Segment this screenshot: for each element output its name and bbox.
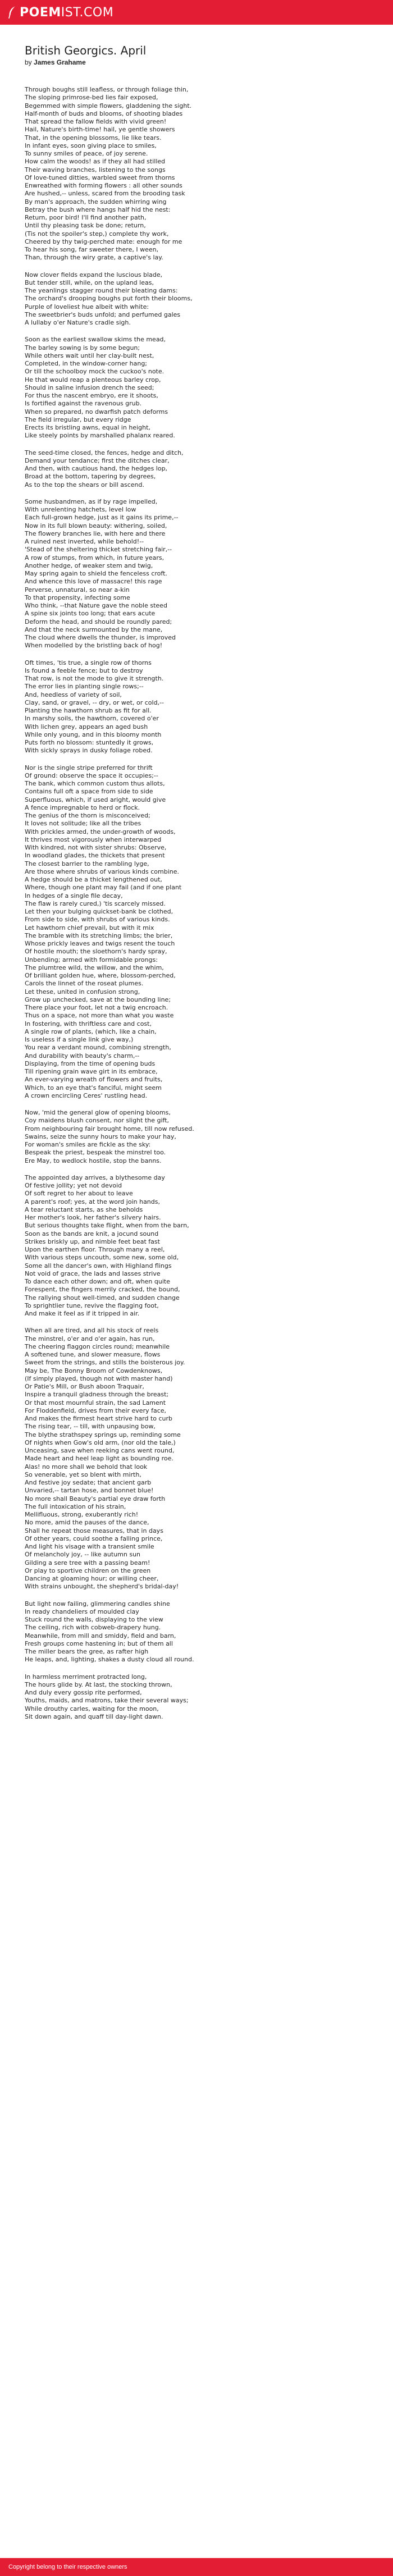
poem-line: No more, amid the pauses of the dance, xyxy=(25,1519,149,1527)
poem-line: Fresh groups come hastening in; but of them all xyxy=(25,1639,173,1647)
poem-line: And makes the firmest heart strive hard to curb xyxy=(25,1415,173,1422)
poem-line: Shall he repeat those measures, that in days xyxy=(25,1527,163,1534)
poem-line: Of ground: observe the space it occupies;-- xyxy=(25,771,158,779)
poem-line: (Tis not the spoiler's step,) complete thy work, xyxy=(25,230,169,237)
poem-line: Made heart and heel leap light as bounding roe. xyxy=(25,1455,173,1463)
copyright-text: Copyright belong to their respective owners xyxy=(8,2564,127,2570)
poem-line: He that would reap a plenteous barley crop, xyxy=(25,376,161,383)
poem-line: (If simply played, though not with master hand) xyxy=(25,1374,173,1382)
poem-line: Their waving branches, listening to the songs xyxy=(25,166,166,173)
poem-line: Youths, maids, and matrons, take their several ways; xyxy=(25,1697,189,1705)
stanza xyxy=(25,1600,393,1664)
poem-line: The cloud where dwells the thunder, is improved xyxy=(25,634,176,641)
poem-line: Of brilliant golden hue, where, blossom-perched, xyxy=(25,972,176,979)
poem-body xyxy=(25,86,393,1721)
poem-line: A crown encircling Ceres' rustling head. xyxy=(25,1091,148,1099)
poem-line: Superfluous, which, if used aright, would give xyxy=(25,796,166,803)
poem-line: Stuck round the walls, displaying to the view xyxy=(25,1616,163,1623)
poem-line: A row of stumps, from which, in future years, xyxy=(25,554,164,561)
poem-line: Like steely points by marshalled phalanx reared. xyxy=(25,432,175,440)
poem-line: In fostering, with thriftless care and cost, xyxy=(25,1020,152,1027)
poem-line: When all are tired, and all his stock of reels xyxy=(25,1327,159,1335)
poem-line: Than, through the wiry grate, a captive's lay. xyxy=(25,254,163,262)
poem-line: The seed-time closed, the fences, hedge and ditch, xyxy=(25,449,184,456)
poem-line: Grow up unchecked, save at the bounding line; xyxy=(25,995,171,1003)
poem-line: Gilding a sere tree with a passing beam! xyxy=(25,1559,150,1566)
poem-line: Is found a feeble fence; but to destroy xyxy=(25,666,143,674)
poem-line: The plumtree wild, the willow, and the whim, xyxy=(25,963,164,971)
poem-line: To dance each other down; and oft, when quite xyxy=(25,1278,170,1285)
poem-line: The blythe strathspey springs up, reminding some xyxy=(25,1431,181,1438)
poem-line: Are those where shrubs of various kinds combine. xyxy=(25,867,179,875)
poem-line: Sweet from the strings, and stills the boisterous joy. xyxy=(25,1359,185,1367)
poem-line: A parent's roof; yes, at the word join hands, xyxy=(25,1198,160,1205)
poem-line: In woodland glades, the thickets that present xyxy=(25,852,165,860)
quill-icon xyxy=(8,6,17,19)
poem-line: For thus the nascent embryo, ere it shoots, xyxy=(25,392,158,399)
logo-text-light: IST.COM xyxy=(61,5,114,20)
poem-line: The barley sowing is by some begun; xyxy=(25,344,140,351)
poem-line: And whence this love of massacre! this rage xyxy=(25,578,162,586)
poem-line: Half-month of buds and blooms, of shooting blades xyxy=(25,109,183,117)
poem-line: From side to side, with shrubs of various kinds. xyxy=(25,916,170,924)
stanza xyxy=(25,764,393,1100)
poem-line: Or that most mournful strain, the sad Lament xyxy=(25,1399,166,1406)
poem-line: The sloping primrose-bed lies fair exposed, xyxy=(25,94,158,102)
poem-line: The flaw is rarely cured,) 'tis scarcely missed. xyxy=(25,899,166,907)
stanza xyxy=(25,86,393,262)
poem-line: Unvaried,-- tartan hose, and bonnet blue! xyxy=(25,1487,154,1495)
poem-line: An ever-varying wreath of flowers and fruits, xyxy=(25,1076,163,1084)
poem-line: Coy maidens blush consent, nor slight the gift, xyxy=(25,1117,170,1125)
poem-line: And that the neck surmounted by the mane, xyxy=(25,625,163,633)
poem-line: Who think, --that Nature gave the noble steed xyxy=(25,602,167,609)
poem-line: To hear his song, far sweeter there, I ween, xyxy=(25,246,159,253)
poem-line: May be, The Bonny Broom of Cowdenknows, xyxy=(25,1367,163,1374)
poem-line: How calm the woods! as if they all had stilled xyxy=(25,158,166,166)
poem-line: So venerable, yet so blent with mirth, xyxy=(25,1470,141,1478)
poem-line: Enwreathed with forming flowers : all other sounds xyxy=(25,182,182,189)
poem-line: The ceiling, rich with cobweb-drapery hung. xyxy=(25,1624,161,1632)
poem-line: There place your foot, let not a twig encroach. xyxy=(25,1004,168,1011)
poem-line: Her mother's look, her father's silvery hairs. xyxy=(25,1214,161,1221)
poem-line: With strains unbought, the shepherd's bridal-day! xyxy=(25,1583,179,1591)
poem-line: Deform the head, and should be roundly pared; xyxy=(25,618,172,625)
poem-line: Planting the hawthorn shrub as fit for all. xyxy=(25,707,152,714)
poem-line: Betray the bush where hangs half hid the nest: xyxy=(25,205,171,213)
poem-line: The rising tear, -- till, with unpausing bow, xyxy=(25,1423,156,1431)
poem-line: With kindred, not with sister shrubs: Observe, xyxy=(25,844,167,851)
poem-line: Let then your bulging quickset-bank be clothed, xyxy=(25,908,173,915)
poem-line: Of other years, could soothe a falling prince, xyxy=(25,1534,163,1542)
poem-line: Completed, in the window-corner hang; xyxy=(25,360,148,367)
poem-line: A single row of plants, (which, like a chain, xyxy=(25,1027,157,1035)
poem-line: Of melancholy joy, -- like autumn sun xyxy=(25,1551,141,1559)
poem-line: Forespent, the fingers merrily cracked, the bound, xyxy=(25,1286,180,1294)
poem-line: With various steps uncouth, some new, some old, xyxy=(25,1254,179,1262)
poem-line: A softened tune, and slower measure, flows xyxy=(25,1351,161,1358)
stanza xyxy=(25,1327,393,1591)
poem-line: No more shall Beauty's partial eye draw forth xyxy=(25,1495,166,1502)
poem-line: Nor is the single stripe preferred for thrift xyxy=(25,764,153,771)
poem-line: In marshy soils, the hawthorn, covered o'er xyxy=(25,715,159,723)
poem-line: The minstrel, o'er and o'er again, has run, xyxy=(25,1335,155,1342)
poem-line: Puts forth no blossom: stuntedly it grows, xyxy=(25,739,154,746)
poem-line: Another hedge, of weaker stem and twig, xyxy=(25,561,153,569)
poem-line: Broad at the bottom, tapering by degrees, xyxy=(25,473,156,481)
poem-line: That row, is not the mode to give it strength. xyxy=(25,675,164,682)
poem-line: The hours glide by. At last, the stocking thrown, xyxy=(25,1680,172,1688)
poem-line: Are hushed,-- unless, scared from the brooding task xyxy=(25,190,185,198)
poem-line: A ruined nest inverted, while behold!-- xyxy=(25,538,144,545)
poem-line: Till ripening grain wave girt in its embrace, xyxy=(25,1068,158,1075)
poem-line: And duly every gossip rite performed, xyxy=(25,1689,142,1696)
poem-line: The bank, which common custom thus allots, xyxy=(25,780,165,787)
poem-line: The bramble with its stretching limbs; the brier, xyxy=(25,931,173,939)
poem-line: With sickly sprays in dusky foliage robed. xyxy=(25,747,153,755)
poem-line: A fence impregnable to herd or flock. xyxy=(25,803,140,811)
poem-title: British Georgics. April xyxy=(25,44,147,57)
logo-text-bold: POEM xyxy=(20,5,61,20)
poem-line: The yeanlings stagger round their bleating dams: xyxy=(25,287,178,294)
poem-line: Contains full oft a space from side to side xyxy=(25,788,153,796)
poem-line: Meanwhile, from mill and smiddy, field and barn, xyxy=(25,1632,176,1639)
poem-line: A spine six joints too long; that ears acute xyxy=(25,610,156,618)
poem-line: Now clover fields expand the luscious blade, xyxy=(25,271,163,278)
poem-line: Cheered by thy twig-perched mate: enough for me xyxy=(25,237,182,245)
poem-line: Not void of grace, the lads and lasses strive xyxy=(25,1269,161,1277)
poem-line: And durability with beauty's charm,-- xyxy=(25,1052,140,1059)
stanza xyxy=(25,498,393,650)
poem-line: Whose prickly leaves and twigs resent the touch xyxy=(25,940,175,947)
poem-line: It loves not solitude; like all the tribes xyxy=(25,820,141,828)
poem-line: Some husbandmen, as if by rage impelled, xyxy=(25,497,158,505)
poem-line: To sunny smiles of peace, of joy serene. xyxy=(25,150,148,157)
poem-line: And, heedless of variety of soil, xyxy=(25,691,122,698)
stanza xyxy=(25,449,393,489)
site-footer xyxy=(0,2558,393,2576)
poem-line: But serious thoughts take flight, when from the barn, xyxy=(25,1222,189,1230)
poem-content xyxy=(0,25,393,1721)
poem-line: The cheering flaggon circles round; meanwhile xyxy=(25,1342,170,1350)
poem-line: Where, though one plant may fail (and if one plant xyxy=(25,884,182,892)
poem-line: In harmless merriment protracted long, xyxy=(25,1673,147,1680)
poem-line: By man's approach, the sudden whirring wing xyxy=(25,198,167,205)
poem-line: For Floddenfield, drives from their every face, xyxy=(25,1406,167,1414)
poem-line: Through boughs still leafless, or through foliage thin, xyxy=(25,86,189,93)
poem-line: Unbending; armed with formidable prongs: xyxy=(25,956,158,963)
poem-line: Now, 'mid the general glow of opening blooms, xyxy=(25,1109,171,1116)
poem-line: Oft times, 'tis true, a single row of thorns xyxy=(25,659,152,666)
poem-line: The appointed day arrives, a blythesome day xyxy=(25,1173,165,1181)
poem-line: And light his visage with a transient smile xyxy=(25,1543,154,1550)
poem-line: And festive joy sedate; that ancient garb xyxy=(25,1479,152,1486)
poem-line: Ere May, to wedlock hostile, stop the banns. xyxy=(25,1157,162,1164)
poem-line: Until thy pleasing task be done; return, xyxy=(25,222,146,230)
poem-line: Demand your tendance; first the ditches clear, xyxy=(25,456,170,464)
poem-line: A tear reluctant starts, as she beholds xyxy=(25,1205,143,1213)
poem-line: Or Patie's Mill, or Bush aboon Traquair, xyxy=(25,1383,144,1390)
poem-line: While drouthy carles, waiting for the moon, xyxy=(25,1705,159,1712)
poem-line: The sweetbrier's buds unfold; and perfumed gales xyxy=(25,310,181,318)
poem-line: That, in the opening blossoms, lie like tears. xyxy=(25,134,162,141)
poem-line: Purple of loveliest hue albeit with white: xyxy=(25,303,149,310)
poem-line: With unrelenting hatchets, level low xyxy=(25,506,136,513)
poem-line: When modelled by the bristling back of hog! xyxy=(25,642,163,650)
poem-line: Mellifluous, strong, exuberantly rich! xyxy=(25,1511,139,1518)
poem-line: Alas! no more shall we behold that look xyxy=(25,1463,148,1470)
poem-line: The orchard's drooping boughs put forth their blooms, xyxy=(25,295,193,303)
site-header xyxy=(0,0,393,25)
poem-line: Now in its full blown beauty: withering, soiled, xyxy=(25,522,167,529)
stanza xyxy=(25,1673,393,1721)
poem-line: It thrives most vigorously when interwarped xyxy=(25,835,162,843)
poem-line: Of nights when Gow's old arm, (nor old the tale,) xyxy=(25,1438,176,1446)
poem-line: Of love-tuned ditties, warbled sweet from thorns xyxy=(25,173,175,181)
poem-line: The rallying shout well-timed, and sudden change xyxy=(25,1294,180,1301)
poem-line: From neighbouring fair brought home, till now refused. xyxy=(25,1125,194,1132)
poem-line: Dancing at gloaming hour; or willing cheer, xyxy=(25,1575,159,1582)
poem-line: Thus on a space, not more than what you waste xyxy=(25,1012,174,1020)
poem-line: You rear a verdant mound, combining strength, xyxy=(25,1044,171,1052)
poem-line: He leaps, and, lighting, shakes a dusty cloud all round. xyxy=(25,1656,194,1664)
poem-line: To sprightlier tune, revive the flagging foot, xyxy=(25,1301,159,1309)
author-link[interactable]: James Grahame xyxy=(34,58,86,66)
poem-line: The genius of the thorn is misconceived; xyxy=(25,812,150,819)
poem-line: Soon as the earliest swallow skims the mead, xyxy=(25,336,166,344)
poem-line: While others wait until her clay-built nest, xyxy=(25,351,154,359)
stanza xyxy=(25,271,393,327)
poem-line: The full intoxication of his strain, xyxy=(25,1502,126,1510)
poem-line: In hedges of a single file decay, xyxy=(25,892,123,899)
site-logo[interactable] xyxy=(8,6,113,20)
stanza xyxy=(25,1174,393,1318)
poem-line: Clay, sand, or gravel, -- dry, or wet, or cold,-- xyxy=(25,698,164,706)
poem-line: For woman's smiles are fickle as the sky: xyxy=(25,1141,151,1148)
poem-line: When so prepared, no dwarfish patch deforms xyxy=(25,408,168,415)
poem-line: That spread the fallow fields with vivid green! xyxy=(25,118,167,125)
poem-line: Erects its bristling awns, equal in height, xyxy=(25,424,150,431)
poem-line: The closest barrier to the rambling lyge, xyxy=(25,860,149,867)
poem-line: While only young, and in this bloomy month xyxy=(25,730,162,738)
poem-line: Which, to an eye that's fanciful, might seem xyxy=(25,1084,162,1091)
poem-line: 'Stead of the sheltering thicket stretching fair,-- xyxy=(25,546,172,554)
poem-line: Hail, Nature's birth-time! hail, ye gentle showers xyxy=(25,126,175,134)
poem-line: The field irregular, but every ridge xyxy=(25,415,131,423)
poem-line: Let hawthorn chief prevail, but with it mix xyxy=(25,924,154,931)
poem-line: Upon the earthen floor. Through many a reel, xyxy=(25,1246,165,1253)
poem-line: And make it feel as if it tripped in air. xyxy=(25,1310,140,1317)
poem-line: Of hostile mouth; the sloethorn's hardy spray, xyxy=(25,948,167,956)
poem-line: The flowery branches lie, with here and there xyxy=(25,529,166,537)
poem-line: Begemmed with simple flowers, gladdening the sight. xyxy=(25,102,192,109)
poem-line: In ready chandeliers of moulded clay xyxy=(25,1607,139,1615)
stanza xyxy=(25,659,393,755)
poem-line: But tender still, while, on the upland leas, xyxy=(25,278,154,286)
poem-line: Inspire a tranquil gladness through the breast; xyxy=(25,1391,169,1399)
poem-line: The miller bears the gree, as rafter high xyxy=(25,1648,149,1655)
poem-line: Some all the dancer's own, with Highland flings xyxy=(25,1262,172,1269)
poem-line: A lullaby o'er Nature's cradle sigh. xyxy=(25,319,131,326)
poem-line: Should in saline infusion drench the seed; xyxy=(25,383,154,391)
poem-line: A hedge should be a thicket lengthened out, xyxy=(25,876,162,883)
poem-line: With lichen grey, appears an aged bush xyxy=(25,723,148,730)
poem-line: Unceasing, save when reeking cans went round, xyxy=(25,1447,175,1454)
poem-line: Of soft regret to her about to leave xyxy=(25,1190,133,1198)
stanza xyxy=(25,1109,393,1165)
poem-line: Sit down again, and quaff till day-light dawn. xyxy=(25,1712,163,1720)
poem-line: With prickles armed, the under-growth of woods, xyxy=(25,828,176,835)
poem-line: And then, with cautious hand, the hedges lop, xyxy=(25,465,168,472)
poem-line: Each full-grown hedge, just as it gains its prime,-- xyxy=(25,514,179,522)
poem-byline xyxy=(25,58,393,67)
poem-line: Displaying, from the time of opening buds xyxy=(25,1059,156,1067)
poem-line: Let these, united in confusion strong, xyxy=(25,988,140,995)
poem-line: Carols the linnet of the roseat plumes. xyxy=(25,980,144,988)
poem-line: Swains, seize the sunny hours to make your hay, xyxy=(25,1132,176,1140)
byline-prefix: by xyxy=(25,58,32,66)
poem-line: Or till the schoolboy mock the cuckoo's note. xyxy=(25,368,164,376)
poem-line: Soon as the bands are knit, a jocund sound xyxy=(25,1230,159,1237)
poem-line: But light now failing, glimmering candles shine xyxy=(25,1600,170,1607)
stanza xyxy=(25,336,393,440)
poem-line: Perverse, unnatural, so near a-kin xyxy=(25,586,130,593)
poem-line: Is useless if a single link give way,) xyxy=(25,1036,134,1043)
poem-line: Bespeak the priest, bespeak the minstrel too. xyxy=(25,1149,166,1157)
poem-line: As to the top the shears or bill ascend. xyxy=(25,481,145,488)
poem-line: May spring again to shield the fenceless croft. xyxy=(25,570,167,577)
poem-line: To that propensity, infecting some xyxy=(25,593,130,601)
poem-line: In infant eyes, soon giving place to smiles, xyxy=(25,141,157,149)
poem-line: Return, poor bird! I'll find another path, xyxy=(25,214,147,221)
poem-line: Or play to sportive children on the green xyxy=(25,1566,151,1574)
poem-line: Of festive jollity; yet not devoid xyxy=(25,1182,122,1189)
poem-line: The error lies in planting single rows;-- xyxy=(25,683,144,691)
poem-line: Is fortified against the ravenous grub. xyxy=(25,400,142,408)
poem-line: Strikes briskly up, and nimble feet beat fast xyxy=(25,1237,160,1245)
